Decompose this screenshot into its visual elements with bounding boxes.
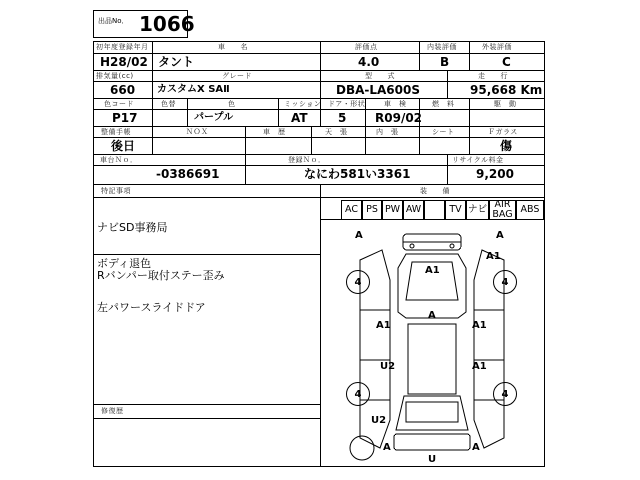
mark-front-left: A	[355, 230, 363, 241]
note-line-2: ボディ退色	[97, 257, 152, 270]
mark-left-front-door: A1	[376, 320, 391, 331]
lot-label: 出品No．	[98, 17, 129, 25]
first-reg-value: H28/02	[100, 55, 148, 69]
color-value: パープル	[194, 112, 234, 123]
equip-airbag: AIR BAG	[489, 200, 516, 220]
equip-ps: PS	[362, 200, 382, 220]
regno-value: なにわ581い3361	[304, 167, 411, 181]
nox-label: ＮＯＸ	[186, 128, 209, 136]
displacement-value: 660	[110, 83, 136, 97]
equip-ac: AC	[341, 200, 362, 220]
grade-value: カスタムX SAⅡ	[157, 84, 230, 95]
tire-rear-right: 4	[493, 382, 517, 406]
inner-label: 内 張	[376, 128, 399, 136]
sunroof-label: 天 張	[325, 128, 348, 136]
note-line-1: ナビSD事務局	[97, 221, 168, 234]
grade-label: グレード	[222, 72, 252, 80]
score-value: 4.0	[358, 55, 380, 69]
equip-tv: TV	[445, 200, 466, 220]
recycle-value: 9,200	[476, 167, 514, 181]
inspection-value: R09/02	[375, 111, 423, 125]
exterior-label: 外装評価	[482, 43, 512, 51]
history-label: 車 歴	[263, 128, 286, 136]
glass-label: Ｆガラス	[488, 128, 518, 136]
mark-rear-right: A	[472, 442, 480, 453]
mark-left-rear-quarter: U2	[371, 415, 387, 426]
equip-aw: AW	[403, 200, 424, 220]
fuel-label: 燃 料	[432, 100, 455, 108]
mileage-label: 走 行	[478, 72, 508, 80]
chassis-value: -0386691	[156, 167, 220, 181]
interior-value: B	[440, 55, 450, 69]
equip-navi: ナビ	[466, 200, 489, 220]
doors-value: 5	[338, 111, 347, 125]
equip-pw: PW	[382, 200, 403, 220]
drive-label: 駆 動	[494, 100, 517, 108]
mark-center: A	[428, 310, 436, 321]
mark-right-front-door: A1	[472, 320, 487, 331]
recycle-label: リサイクル料金	[452, 156, 504, 164]
inspection-label: 車 検	[384, 100, 407, 108]
color-type-label: 色替	[161, 100, 176, 108]
tire-front-left: 4	[346, 270, 370, 294]
doors-label: ドア・形状	[328, 100, 366, 108]
special-notes-label: 特記事項	[101, 187, 131, 195]
mark-left-rear-door: U2	[380, 361, 396, 372]
score-label: 評価点	[355, 43, 378, 51]
interior-label: 内装評価	[427, 43, 457, 51]
regno-label: 登録Ｎｏ．	[288, 156, 326, 164]
mission-label: ミッション	[284, 100, 322, 108]
equip-abs: ABS	[516, 200, 544, 220]
mark-roof: A1	[425, 265, 440, 276]
mileage-value: 95,668 Km	[470, 83, 543, 97]
mark-hood-right: A1	[486, 251, 501, 262]
equip-blank	[424, 200, 445, 220]
lot-number: 1066	[139, 12, 195, 36]
mark-front-right: A	[496, 230, 504, 241]
chassis-label: 車台Ｎｏ．	[100, 156, 138, 164]
first-reg-label: 初年度登録年月	[96, 43, 149, 51]
exterior-value: C	[502, 55, 511, 69]
mission-value: AT	[291, 111, 308, 125]
model-value: DBA-LA600S	[336, 83, 420, 97]
mark-rear-left: A	[383, 442, 391, 453]
tire-front-right: 4	[493, 270, 517, 294]
tire-rear-left: 4	[346, 382, 370, 406]
maintenance-label: 整備手帳	[101, 128, 131, 136]
repair-history-label: 修復歴	[101, 407, 124, 415]
seat-label: シート	[432, 128, 455, 136]
maker-value: タント	[158, 55, 195, 69]
displacement-label: 排気量(cc)	[96, 72, 134, 80]
equipment-label: 装 備	[420, 187, 450, 195]
maintenance-value: 後日	[111, 139, 136, 153]
car-diagram	[320, 220, 545, 466]
color-label: 色	[228, 100, 236, 108]
note-line-4: 左パワースライドドア	[97, 301, 206, 314]
note-line-3: Rバンパー取付ステー歪み	[97, 269, 225, 282]
color-code-value: P17	[112, 111, 138, 125]
model-label: 型 式	[365, 72, 395, 80]
color-code-label: 色コード	[104, 100, 134, 108]
mark-rear-bumper: U	[428, 454, 437, 465]
glass-value: 傷	[500, 139, 513, 153]
maker-label: 車 名	[218, 43, 248, 51]
mark-right-rear-door: A1	[472, 361, 487, 372]
